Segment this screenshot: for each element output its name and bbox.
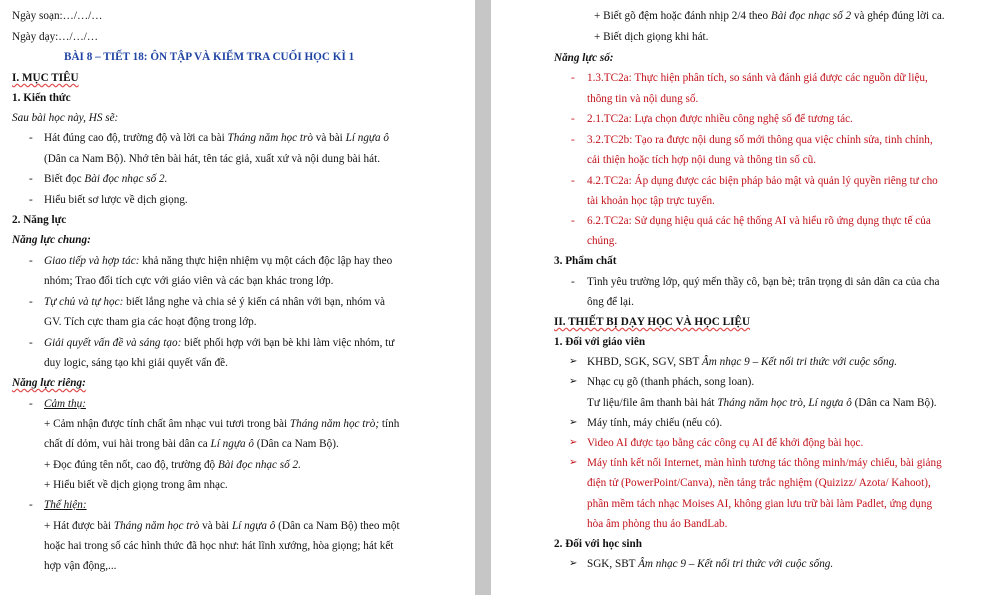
dash-bullet: - [29, 296, 33, 308]
performance-label: Thể hiện: [44, 499, 87, 511]
digital-item-5: 6.2.TC2a: Sử dụng hiệu quả các hệ thống AI và hiểu rõ ứng dụng thực tế của [587, 215, 931, 227]
performance-item-1-cont2: hợp vận động,... [44, 560, 117, 572]
teacher-item-4: Video AI được tạo bằng các công cụ AI để khởi động bài học. [587, 437, 864, 449]
quality-item-1: Tình yêu trường lớp, quý mến thầy cô, bạn bè; trân trọng di sản dân ca của cha [587, 276, 940, 288]
dash-bullet: - [29, 194, 33, 206]
arrow-bullet-icon: ➢ [569, 417, 578, 428]
perception-item-1-cont: chất dí dỏm, vui hài trong bài dân ca Lí ngựa ô (Dân ca Nam Bộ). [44, 438, 339, 450]
quality-item-1-cont: ông để lại. [587, 296, 634, 308]
teacher-item-5-cont3: hòa âm phòng thu ảo BandLab. [587, 518, 728, 530]
arrow-bullet-icon: ➢ [569, 437, 578, 448]
general-item-2-cont: GV. Tích cực tham gia các hoạt động trong lớp. [44, 316, 257, 328]
arrow-bullet-icon: ➢ [569, 356, 578, 367]
performance-item-1: + Hát được bài Tháng năm học trò và bài Lí ngựa ô (Dân ca Nam Bộ) theo một [44, 520, 400, 532]
skill-item-beat: + Biết gõ đệm hoặc đánh nhịp 2/4 theo Bài đọc nhạc số 2 và ghép đúng lời ca. [594, 10, 945, 22]
dash-bullet: - [29, 132, 33, 144]
dash-bullet: - [571, 276, 575, 288]
teacher-item-2-cont: Tư liệu/file âm thanh bài hát Tháng năm học trò, Lí ngựa ô (Dân ca Nam Bộ). [587, 397, 937, 409]
digital-item-1: 1.3.TC2a: Thực hiện phân tích, so sánh và đánh giá được các nguồn dữ liệu, [587, 72, 928, 84]
digital-competence-label: Năng lực số: [554, 52, 614, 64]
intro-text: Sau bài học này, HS sẽ: [12, 112, 119, 124]
arrow-bullet-icon: ➢ [569, 376, 578, 387]
subheading-teacher: 1. Đối với giáo viên [554, 336, 646, 348]
perception-item-3: + Hiểu biết về dịch giọng trong âm nhạc. [44, 479, 228, 491]
digital-item-5-cont: chúng. [587, 235, 618, 247]
subheading-knowledge: 1. Kiến thức [12, 92, 71, 104]
digital-item-2: 2.1.TC2a: Lựa chọn được nhiều công nghệ số để tương tác. [587, 113, 853, 125]
arrow-bullet-icon: ➢ [569, 457, 578, 468]
performance-item-1-cont: hoặc hai trong số các hình thức đã học như: hát lĩnh xướng, hòa giọng; hát kết [44, 540, 394, 552]
lesson-title: BÀI 8 – TIẾT 18: ÔN TẬP VÀ KIỂM TRA CUỐI HỌC KÌ 1 [64, 51, 355, 63]
digital-item-4-cont: tài khoản học tập trực tuyến. [587, 195, 715, 207]
subheading-competence: 2. Năng lực [12, 214, 67, 226]
teacher-item-5: Máy tính kết nối Internet, màn hình tương tác thông minh/máy chiếu, bài giảng [587, 457, 942, 469]
knowledge-item-2: Biết đọc Bài đọc nhạc số 2. [44, 173, 168, 185]
knowledge-item-1: Hát đúng cao độ, trường độ và lời ca bài Tháng năm học trò và bài Lí ngựa ô [44, 132, 389, 144]
dash-bullet: - [29, 337, 33, 349]
general-competence-label: Năng lực chung: [12, 234, 91, 246]
teacher-item-3: Máy tính, máy chiếu (nếu có). [587, 417, 723, 429]
general-item-3: Giải quyết vấn đề và sáng tạo: biết phối hợp với bạn bè khi làm việc nhóm, tư [44, 337, 395, 349]
digital-item-1-cont: thông tin và nội dung số. [587, 93, 699, 105]
teacher-item-5-cont2: phần mềm tách nhạc Moises AI, không gian lưu trữ bài làm Padlet, ứng dụng [587, 498, 933, 510]
arrow-bullet-icon: ➢ [569, 558, 578, 569]
date-teaching: Ngày dạy:…/…/… [12, 31, 99, 43]
dash-bullet: - [571, 215, 575, 227]
dash-bullet: - [571, 72, 575, 84]
general-item-2: Tự chủ và tự học: biết lắng nghe và chia sẻ ý kiến cá nhân với bạn, nhóm và [44, 296, 385, 308]
dash-bullet: - [29, 255, 33, 267]
document-page-right[interactable] [491, 0, 982, 595]
subheading-student: 2. Đối với học sinh [554, 538, 642, 550]
teacher-item-2: Nhạc cụ gõ (thanh phách, song loan). [587, 376, 755, 388]
dash-bullet: - [29, 499, 33, 511]
perception-label: Cảm thụ: [44, 398, 86, 410]
skill-item-transpose: + Biết dịch giọng khi hát. [594, 31, 709, 43]
general-item-1: Giao tiếp và hợp tác: khả năng thực hiện nhiệm vụ một cách độc lập hay theo [44, 255, 393, 267]
perception-item-1: + Cảm nhận được tính chất âm nhạc vui tươi trong bài Tháng năm học trò; tính [44, 418, 400, 430]
dash-bullet: - [29, 173, 33, 185]
section-heading-equipment: II. THIẾT BỊ DẠY HỌC VÀ HỌC LIỆU [554, 316, 751, 328]
dash-bullet: - [571, 175, 575, 187]
teacher-item-5-cont: điện tử (PowerPoint/Canva), nền tảng trắc nghiệm (Quizizz/ Azota/ Kahoot), [587, 477, 931, 489]
knowledge-item-1-cont: (Dân ca Nam Bộ). Nhớ tên bài hát, tên tác giả, xuất xứ và nội dung bài hát. [44, 153, 381, 165]
section-heading-objectives: I. MỤC TIÊU [12, 72, 79, 84]
digital-item-3-cont: cải thiện hoặc tích hợp nội dung và thông tin số cũ. [587, 154, 816, 166]
digital-item-3: 3.2.TC2b: Tạo ra được nội dung số mới thông qua việc chỉnh sửa, tinh chỉnh, [587, 134, 933, 146]
knowledge-item-3: Hiểu biết sơ lược về dịch giọng. [44, 194, 188, 206]
digital-item-4: 4.2.TC2a: Áp dụng được các biện pháp bảo mật và quản lý quyền riêng tư cho [587, 175, 938, 187]
teacher-item-1: KHBD, SGK, SGV, SBT Âm nhạc 9 – Kết nối tri thức với cuộc sống. [587, 356, 898, 368]
subheading-qualities: 3. Phẩm chất [554, 255, 617, 267]
general-item-1-cont: nhóm; Trao đổi tích cực với giáo viên và các bạn khác trong lớp. [44, 275, 334, 287]
general-item-3-cont: duy logic, sáng tạo khi giải quyết vấn đề. [44, 357, 228, 369]
document-page-left[interactable] [0, 0, 475, 595]
dash-bullet: - [29, 398, 33, 410]
student-item-1: SGK, SBT Âm nhạc 9 – Kết nối tri thức với cuộc sống. [587, 558, 834, 570]
date-prepared: Ngày soạn:…/…/… [12, 10, 103, 22]
dash-bullet: - [571, 134, 575, 146]
specific-competence-label: Năng lực riêng: [12, 377, 86, 389]
perception-item-2: + Đọc đúng tên nốt, cao độ, trường độ Bài đọc nhạc số 2. [44, 459, 301, 471]
dash-bullet: - [571, 113, 575, 125]
